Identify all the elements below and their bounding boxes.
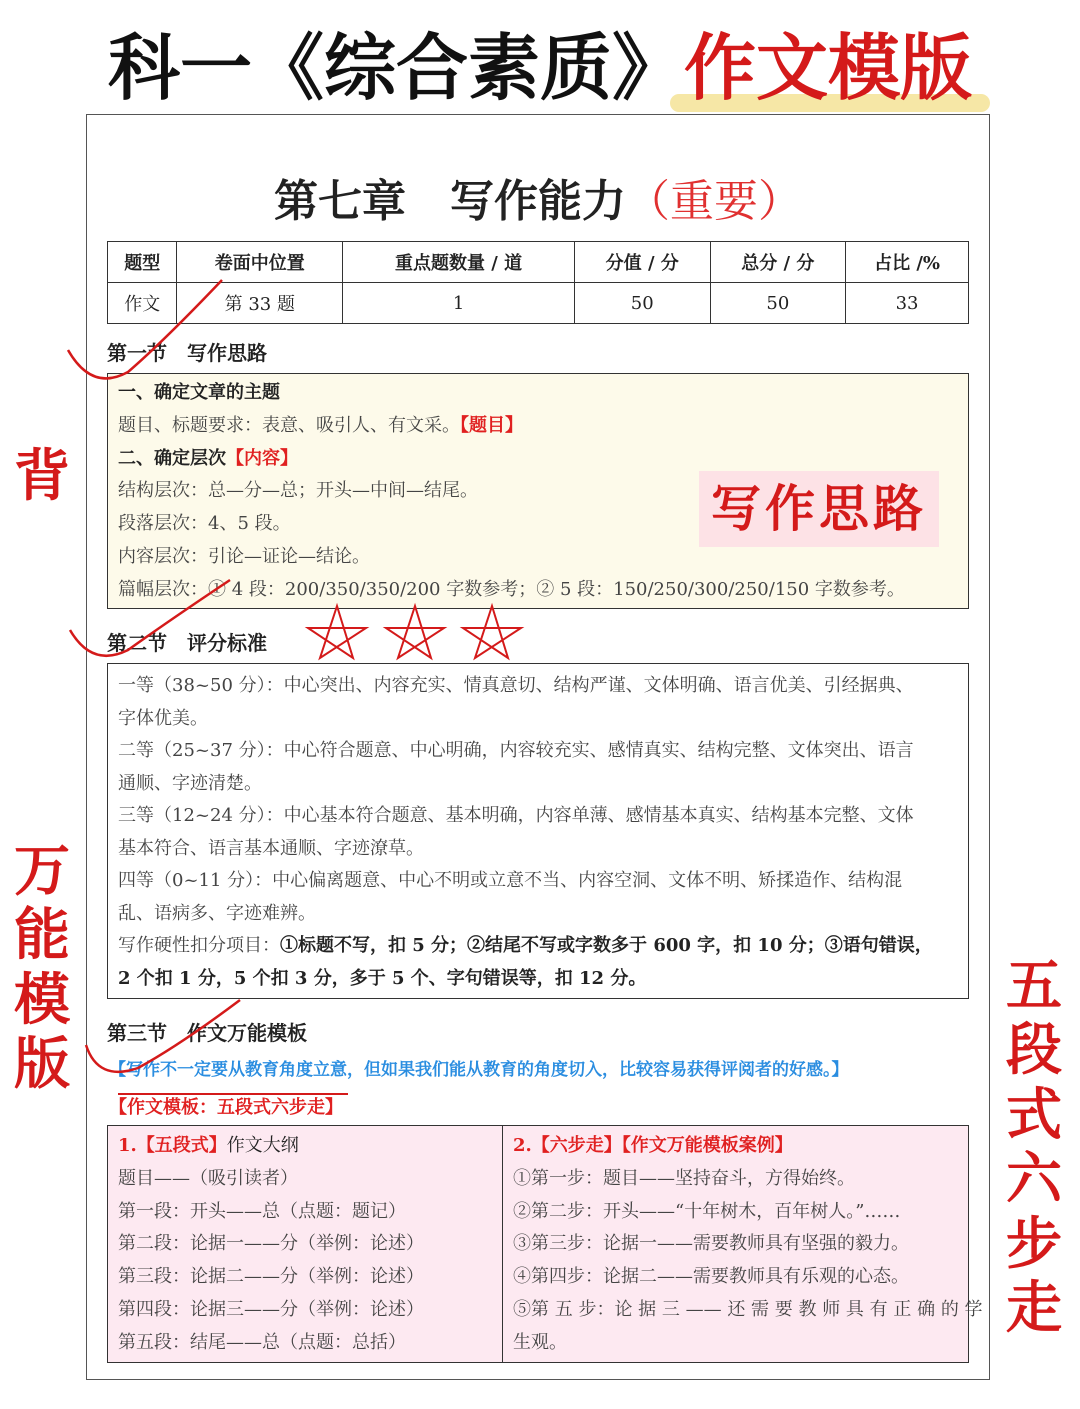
column-heading: 2.【六步走】【作文万能模板案例】 xyxy=(513,1135,793,1156)
step-item: ①第一步：题目——坚持奋斗，方得始终。 xyxy=(513,1167,855,1189)
step-item: ④第四步：论据二——需要教师具有乐观的心态。 xyxy=(513,1266,909,1288)
table-cell: 50 xyxy=(710,283,846,324)
section1-title: 第一节 写作思路 xyxy=(107,341,267,365)
table-header-cell: 题型 xyxy=(108,242,177,283)
column-heading-tag: 1.【五段式】 xyxy=(118,1135,227,1156)
criteria-line: 四等（0~11 分）：中心偏离题意、中心不明或立意不当、内容空洞、文体不明、矫揉造作、结构混 xyxy=(118,870,903,891)
penalty-text: ①标题不写，扣 5 分；②结尾不写或字数多于 600 字，扣 10 分；③语句错误， xyxy=(280,935,933,956)
document-page xyxy=(86,114,990,1380)
penalty-line-2: 2 个扣 1 分，5 个扣 3 分，多于 5 个、字句错误等，扣 12 分。 xyxy=(118,967,647,989)
header-title: 科一《综合素质》 xyxy=(107,26,684,110)
column-heading xyxy=(118,1130,492,1163)
theme-line xyxy=(118,410,958,443)
table-header-cell: 卷面中位置 xyxy=(177,242,343,283)
page-header xyxy=(0,18,1080,118)
chapter-important-tag: （重要） xyxy=(626,176,802,227)
criteria-line: 基本符合、语言基本通顺、字迹潦草。 xyxy=(118,837,424,859)
template-box xyxy=(107,1125,983,1363)
outline-item: 第三段：论据二——分（举例：论述） xyxy=(118,1266,424,1288)
criteria-line: 乱、语病多、字迹难辨。 xyxy=(118,902,316,924)
table-header-cell: 占比 /% xyxy=(846,242,969,283)
template-name: 【作文模板：五段式六步走】 xyxy=(109,1097,343,1118)
table-cell: 1 xyxy=(343,283,575,324)
penalty-line xyxy=(118,930,958,963)
step-item: ②第二步：开头——“十年树木，百年树人。”…… xyxy=(513,1200,901,1222)
section2-title: 第二节 评分标准 xyxy=(107,631,267,655)
outline-item: 第五段：结尾——总（点题：总括） xyxy=(118,1331,406,1353)
table-cell: 第 33 题 xyxy=(177,283,343,324)
outline-item: 第四段：论据三——分（举例：论述） xyxy=(118,1298,424,1320)
step-item: ③第三步：论据一——需要教师具有坚强的毅力。 xyxy=(513,1233,909,1255)
table-cell: 50 xyxy=(574,283,710,324)
theme-tag: 【题目】 xyxy=(460,414,523,436)
table-header-cell: 分值 / 分 xyxy=(574,242,710,283)
paragraph-line: 段落层次：4、5 段。 xyxy=(118,513,291,535)
writing-tip: 【写作不一定要从教育角度立意，但如果我们能从教育的角度切入，比较容易获得评阅者的好感。】 xyxy=(109,1060,849,1080)
levels-text: 二、确定层次 xyxy=(118,447,226,469)
step-item: ⑤第 五 步：论 据 三 —— 还 需 要 教 师 具 有 正 确 的 学 xyxy=(513,1298,983,1320)
criteria-line: 三等（12~24 分）：中心基本符合题意、基本明确，内容单薄、感情基本真实、结构基本完整、文体 xyxy=(118,805,914,826)
criteria-line: 通顺、字迹清楚。 xyxy=(118,772,262,794)
theme-text: 题目、标题要求：表意、吸引人、有文采。 xyxy=(118,414,460,436)
margin-note-universal-template: 万能模版 xyxy=(14,839,70,1098)
outline-item: 第二段：论据一——分（举例：论述） xyxy=(118,1233,424,1255)
criteria-line: 二等（25~37 分）：中心符合题意、中心明确，内容较充实、感情真实、结构完整、文体突出、语言 xyxy=(118,740,914,761)
six-step-column xyxy=(503,1126,983,1362)
structure-line: 结构层次：总—分—总；开头—中间—结尾。 xyxy=(118,480,478,502)
penalty-label: 写作硬性扣分项目： xyxy=(118,935,280,956)
five-paragraph-column xyxy=(108,1126,503,1362)
heading-theme: 一、确定文章的主题 xyxy=(118,382,280,403)
criteria-line: 字体优美。 xyxy=(118,707,208,729)
writing-approach-stamp: 写作思路 xyxy=(699,471,939,547)
criteria-line: 一等（38~50 分）：中心突出、内容充实、情真意切、结构严谨、文体明确、语言优美、引经据典、 xyxy=(118,675,914,696)
margin-note-recite: 背 xyxy=(14,444,70,509)
section3-title: 第三节 作文万能模板 xyxy=(107,1021,307,1045)
column-heading-text: 作文大纲 xyxy=(226,1135,299,1156)
margin-note-five-six: 五段式六步走 xyxy=(1006,954,1062,1341)
header-highlight: 作文模版 xyxy=(684,18,972,118)
table-cell: 33 xyxy=(846,283,969,324)
content-line: 内容层次：引论—证论—结论。 xyxy=(118,545,370,567)
table-header-cell: 重点题数量 / 道 xyxy=(343,242,575,283)
levels-tag: 【内容】 xyxy=(226,447,298,469)
table-cell: 作文 xyxy=(108,283,177,324)
scoring-criteria-box xyxy=(107,663,969,999)
step-item: 生观。 xyxy=(513,1331,567,1353)
chapter-title xyxy=(87,165,989,229)
exam-info-table xyxy=(107,241,969,324)
table-row xyxy=(108,283,969,324)
chapter-title-text: 第七章 写作能力 xyxy=(274,176,626,227)
length-line: 篇幅层次：① 4 段：200/350/350/200 字数参考；② 5 段：150/250/300/250/150 字数参考。 xyxy=(118,578,905,600)
table-header-row xyxy=(108,242,969,283)
table-header-cell: 总分 / 分 xyxy=(710,242,846,283)
outline-item: 题目——（吸引读者） xyxy=(118,1167,298,1189)
outline-item: 第一段：开头——总（点题：题记） xyxy=(118,1200,406,1222)
